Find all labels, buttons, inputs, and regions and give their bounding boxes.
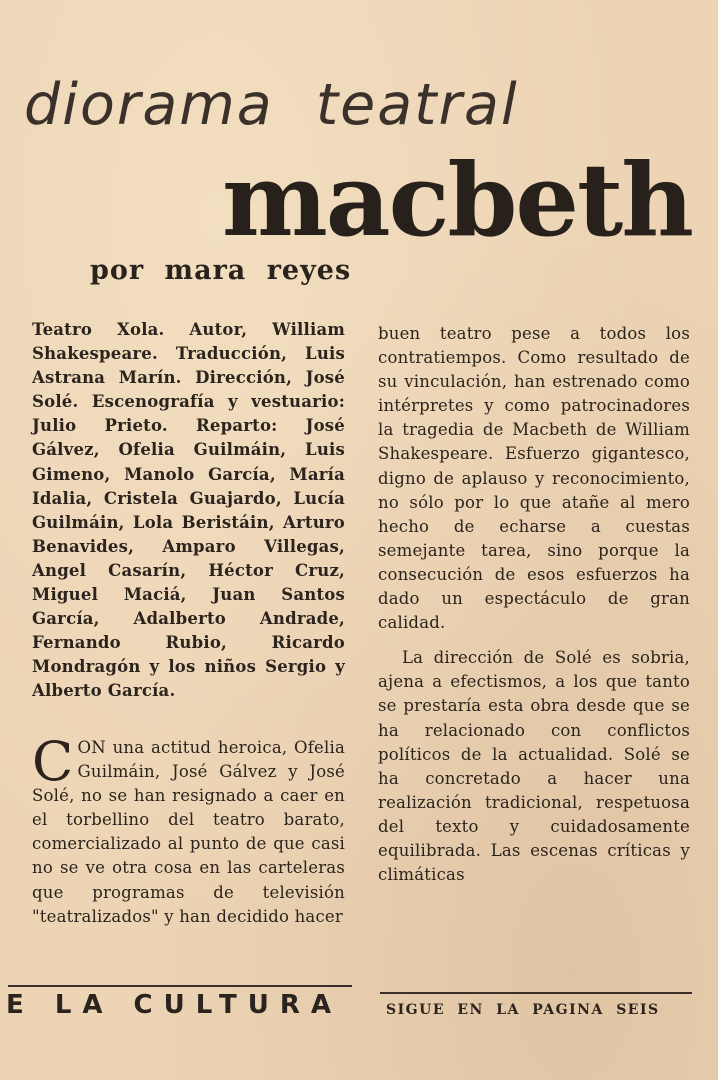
article-headline: macbeth xyxy=(222,141,692,259)
footer-rule-right xyxy=(380,992,692,994)
section-kicker: diorama teatral xyxy=(24,72,519,138)
lede-paragraph xyxy=(32,730,345,929)
footer-rule-left xyxy=(8,985,352,987)
credits-block xyxy=(32,318,345,704)
credits-text: Teatro Xola. Autor, William Shakespeare. Traducción, Luis Astrana Marín. Dirección, José Solé. Escenografía y vestuario: Julio Prieto. Reparto: José Gálvez, Ofelia Guilmáin, Luis Gimeno, Manolo García, María Idalia, Cristela Guajardo, Lucía Guilmáin, Lola Beristáin, Arturo Benavides, Amparo Villegas, Angel Casarín, Héctor Cruz, Miguel Maciá, Juan Santos García, Adalberto Andrade, Fernando Rubio, Ricardo Mondragón y los niños Sergio y Alberto García. xyxy=(32,320,345,701)
author-byline: por mara reyes xyxy=(90,255,352,286)
drop-cap: C xyxy=(32,730,74,793)
right-paragraph-2: La dirección de Solé es sobria, ajena a efectismos, a los que tanto se prestaría esta obra desde que se ha relacionado con conflictos políticos de la actualidad. Solé se ha concretado a hacer una realización tradicional, respetuosa del texto y cuidadosamente equilibrada. Las escenas críticas y climáticas xyxy=(378,648,690,885)
lede-text: ON una actitud heroica, Ofelia Guilmáin, José Gálvez y José Solé, no se han resignado a caer en el torbellino del teatro barato, comercializado al punto de que casi no se ve otra cosa en las carteleras que programas de televisión "teatralizados" y han decidido hacer xyxy=(32,738,345,926)
continued-note: SIGUE EN LA PAGINA SEIS xyxy=(386,1002,660,1018)
right-column xyxy=(378,322,690,887)
right-paragraph-1: buen teatro pese a todos los contratiempos. Como resultado de su vinculación, han estrenado como intérpretes y como patrocinadores la tragedia de Macbeth de William Shakespeare. Esfuerzo gigantesco, digno de aplauso y reconocimiento, no sólo por lo que atañe al mero hecho de echarse a cuestas semejante tarea, sino porque la consecución de esos esfuerzos ha dado un espectáculo de gran calidad. xyxy=(378,324,690,633)
footer-section-name: E LA CULTURA xyxy=(6,990,343,1020)
